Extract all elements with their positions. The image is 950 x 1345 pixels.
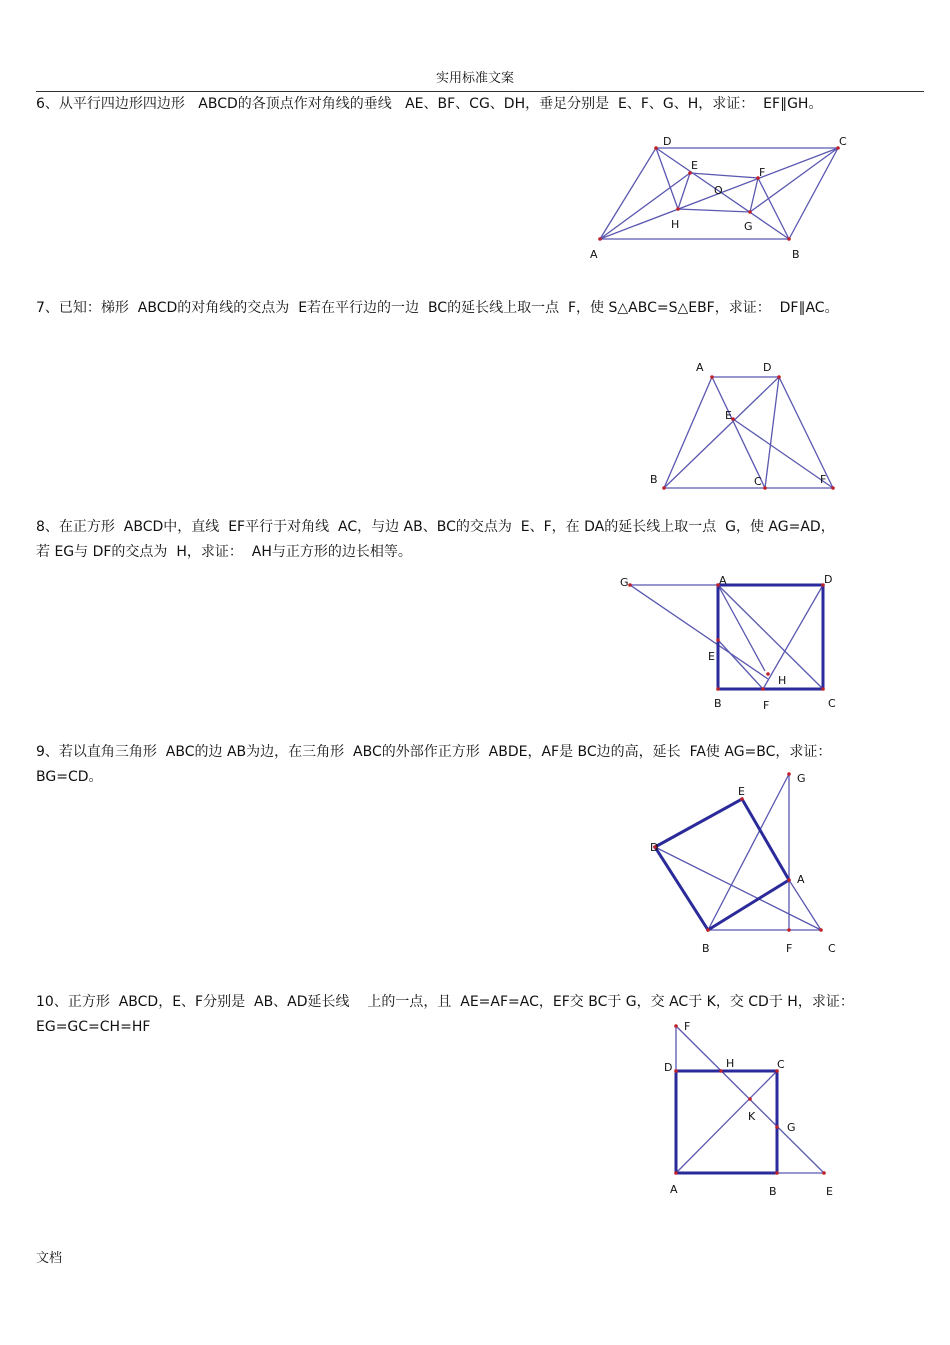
problem-6-text (36, 92, 916, 117)
p9-label-c: C (828, 942, 836, 955)
problem-8-line-1: 8、在正方形 ABCD中，直线 EF平行于对角线 AC，与边 AB、BC的交点为 E、F，在 DA的延长线上取一点 G，使 AG=AD， (36, 519, 835, 535)
p7-label-b: B (650, 473, 658, 486)
problem-8-text (36, 515, 916, 565)
p10-label-d: D (664, 1061, 673, 1074)
problem-9-figure (640, 765, 855, 965)
p6-label-h: H (671, 218, 680, 231)
p6-label-a: A (590, 248, 598, 261)
p7-label-a: A (696, 361, 704, 374)
problem-10-line-2: EG=GC=CH=HF (36, 1019, 151, 1035)
page-header: 实用标准文案 (435, 71, 514, 86)
p10-label-a: A (670, 1183, 678, 1196)
problem-7-figure (640, 355, 850, 500)
p10-label-c: C (777, 1058, 785, 1071)
p6-label-b: B (792, 248, 800, 261)
problem-8-line-2: 若 EG与 DF的交点为 H，求证： AH与正方形的边长相等。 (36, 544, 412, 560)
p6-label-d: D (663, 135, 672, 148)
problem-8-figure (615, 570, 845, 715)
p7-label-e: E (725, 409, 732, 422)
p10-label-h: H (726, 1057, 735, 1070)
p6-label-e: E (691, 159, 698, 172)
p8-label-a: A (719, 574, 727, 587)
p10-label-b: B (769, 1185, 777, 1198)
p7-label-c: C (754, 475, 762, 488)
p6-label-f: F (759, 166, 766, 179)
p9-label-a: A (797, 873, 805, 886)
problem-7-text (36, 296, 916, 321)
problem-6-figure (580, 130, 860, 270)
p10-label-e: E (826, 1185, 833, 1198)
problem-10-line-1: 10、正方形 ABCD，E、F分别是 AB、AD延长线 上的一点，且 AE=AF=AC，EF交 BC于 G，交 AC于 K，交 CD于 H，求证： (36, 994, 854, 1010)
p10-label-g: G (787, 1121, 796, 1134)
p7-label-f: F (820, 473, 827, 486)
p9-label-f: F (786, 942, 793, 955)
p8-label-g: G (620, 576, 629, 589)
problem-7-line-1: 7、已知：梯形 ABCD的对角线的交点为 E若在平行边的一边 BC的延长线上取一点 F，使 S△ABC=S△EBF，求证： DF∥AC。 (36, 300, 839, 316)
p6-label-o: O (714, 184, 723, 197)
p9-label-e: E (738, 785, 745, 798)
p10-label-f: F (684, 1020, 691, 1033)
p8-label-h: H (778, 674, 787, 687)
problem-10-figure (655, 1015, 855, 1205)
page-footer: 文档 (36, 1251, 63, 1266)
p6-label-c: C (839, 135, 847, 148)
p8-label-e: E (708, 650, 715, 663)
p10-label-k: K (748, 1110, 756, 1123)
problem-9-line-2: BG=CD。 (36, 769, 103, 785)
problem-9-line-1: 9、若以直角三角形 ABC的边 AB为边，在三角形 ABC的外部作正方形 ABDE，AF是 BC边的高，延长 FA使 AG=BC，求证： (36, 744, 832, 760)
p6-label-g: G (744, 220, 753, 233)
p7-label-d: D (763, 361, 772, 374)
p9-label-d: D (650, 841, 659, 854)
problem-6-line-1: 6、从平行四边形四边形 ABCD的各顶点作对角线的垂线 AE、BF、CG、DH，垂足分别是 E、F、G、H，求证： EF∥GH。 (36, 96, 823, 112)
p9-label-b: B (702, 942, 710, 955)
p8-label-d: D (824, 573, 833, 586)
p8-label-c: C (828, 697, 836, 710)
p8-label-b: B (714, 697, 722, 710)
p8-label-f: F (763, 699, 770, 712)
p9-label-g: G (797, 772, 806, 785)
